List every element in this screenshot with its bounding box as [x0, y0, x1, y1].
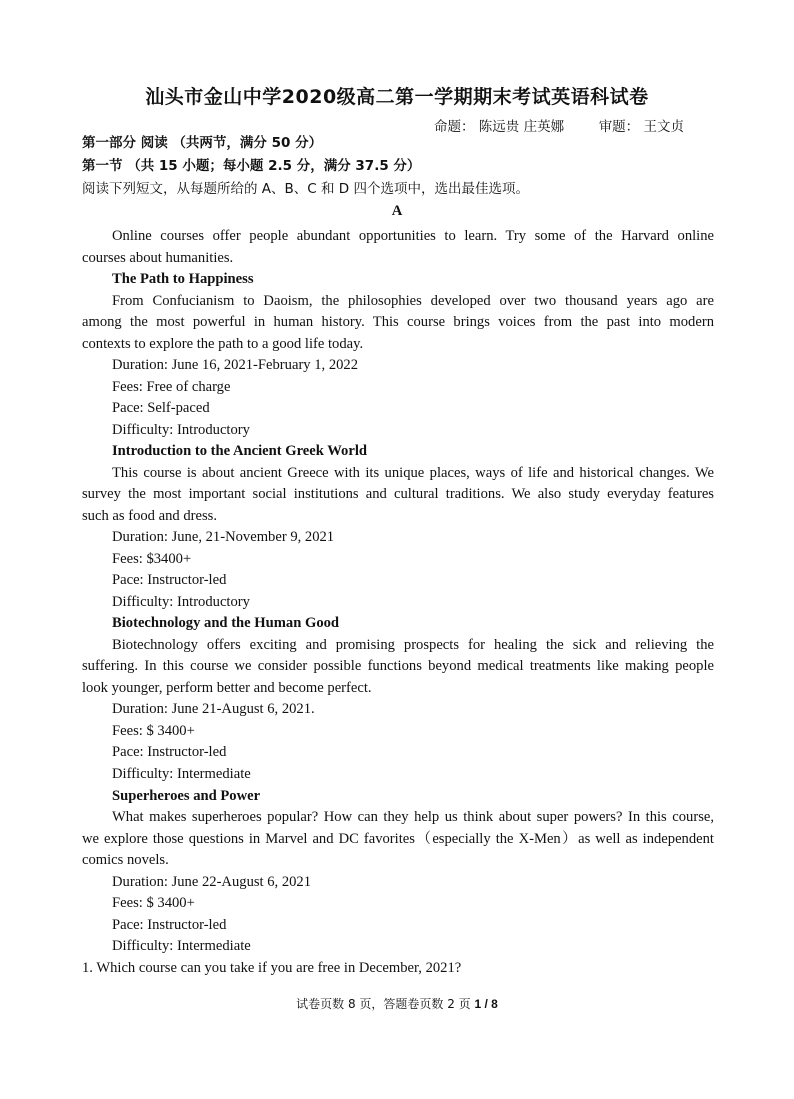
instructions: 阅读下列短文，从每题所给的 A、B、C 和 D 四个选项中，选出最佳选项。 — [82, 181, 529, 197]
course-fees: Fees: $ 3400+ — [112, 723, 195, 739]
intro-line: Online courses offer people abundant opportunities to learn. Try some of the Harvard online — [112, 228, 714, 244]
part-heading: 第一部分 阅读 （共两节，满分 50 分） — [82, 135, 323, 151]
subsection-heading: 第一节 （共 15 小题；每小题 2.5 分，满分 37.5 分） — [82, 158, 421, 174]
course-desc-line: we explore those questions in Marvel and DC favorites（especially the X-Men）as well as independent — [82, 831, 714, 847]
course-fees: Fees: Free of charge — [112, 379, 231, 395]
course-desc-line: among the most powerful in human history. This course brings voices from the past into modern — [82, 314, 714, 330]
reviewer-label: 审题： — [598, 119, 640, 135]
course-title: Biotechnology and the Human Good — [112, 615, 340, 631]
course-pace: Pace: Instructor-led — [112, 572, 227, 588]
course-desc-line: Biotechnology offers exciting and promising prospects for healing the sick and relieving the — [112, 637, 714, 653]
course-difficulty: Difficulty: Introductory — [112, 422, 250, 438]
course-desc-line: This course is about ancient Greece with its unique places, ways of life and historical changes. We — [112, 465, 714, 481]
page-footer — [0, 995, 794, 1012]
course-fees: Fees: $3400+ — [112, 551, 192, 567]
course-title: Superheroes and Power — [112, 788, 261, 804]
course-difficulty: Difficulty: Intermediate — [112, 766, 251, 782]
setters-label: 命题： — [434, 119, 475, 135]
course-pace: Pace: Instructor-led — [112, 744, 227, 760]
course-desc-line: look younger, perform better and become perfect. — [82, 680, 372, 696]
passage-label: A — [391, 203, 403, 219]
reviewer-name: 王文贞 — [643, 119, 684, 135]
course-desc-line: contexts to explore the path to a good life today. — [82, 336, 364, 352]
course-difficulty: Difficulty: Introductory — [112, 594, 250, 610]
course-duration: Duration: June, 21-November 9, 2021 — [112, 529, 335, 545]
course-duration: Duration: June 22-August 6, 2021 — [112, 874, 312, 890]
course-desc-line: From Confucianism to Daoism, the philosophies developed over two thousand years ago are — [112, 293, 714, 309]
exam-title: 汕头市金山中学2020级高二第一学期期末考试英语科试卷 — [145, 86, 649, 108]
footer-text: 试卷页数 8 页，答题卷页数 2 页 — [296, 997, 471, 1011]
setters-names: 陈远贵 庄英娜 — [478, 119, 565, 135]
course-desc-line: survey the most important social institutions and cultural traditions. We also study everyday features — [82, 486, 714, 502]
course-difficulty: Difficulty: Intermediate — [112, 938, 251, 954]
course-fees: Fees: $ 3400+ — [112, 895, 195, 911]
course-duration: Duration: June 16, 2021-February 1, 2022 — [112, 357, 359, 373]
course-title: Introduction to the Ancient Greek World — [112, 443, 367, 459]
course-title: The Path to Happiness — [112, 271, 254, 287]
course-desc-line: What makes superheroes popular? How can they help us think about super powers? In this course, — [112, 809, 714, 825]
course-pace: Pace: Instructor-led — [112, 917, 227, 933]
question-1: 1. Which course can you take if you are free in December, 2021? — [82, 960, 462, 976]
course-desc-line: such as food and dress. — [82, 508, 217, 524]
setters-line — [434, 115, 684, 135]
intro-line: courses about humanities. — [82, 250, 234, 266]
course-desc-line: suffering. In this course we consider possible functions beyond medical treatments like making people — [82, 658, 714, 674]
page-number: 1 / 8 — [474, 997, 498, 1011]
course-pace: Pace: Self-paced — [112, 400, 210, 416]
course-desc-line: comics novels. — [82, 852, 169, 868]
course-duration: Duration: June 21-August 6, 2021. — [112, 701, 315, 717]
